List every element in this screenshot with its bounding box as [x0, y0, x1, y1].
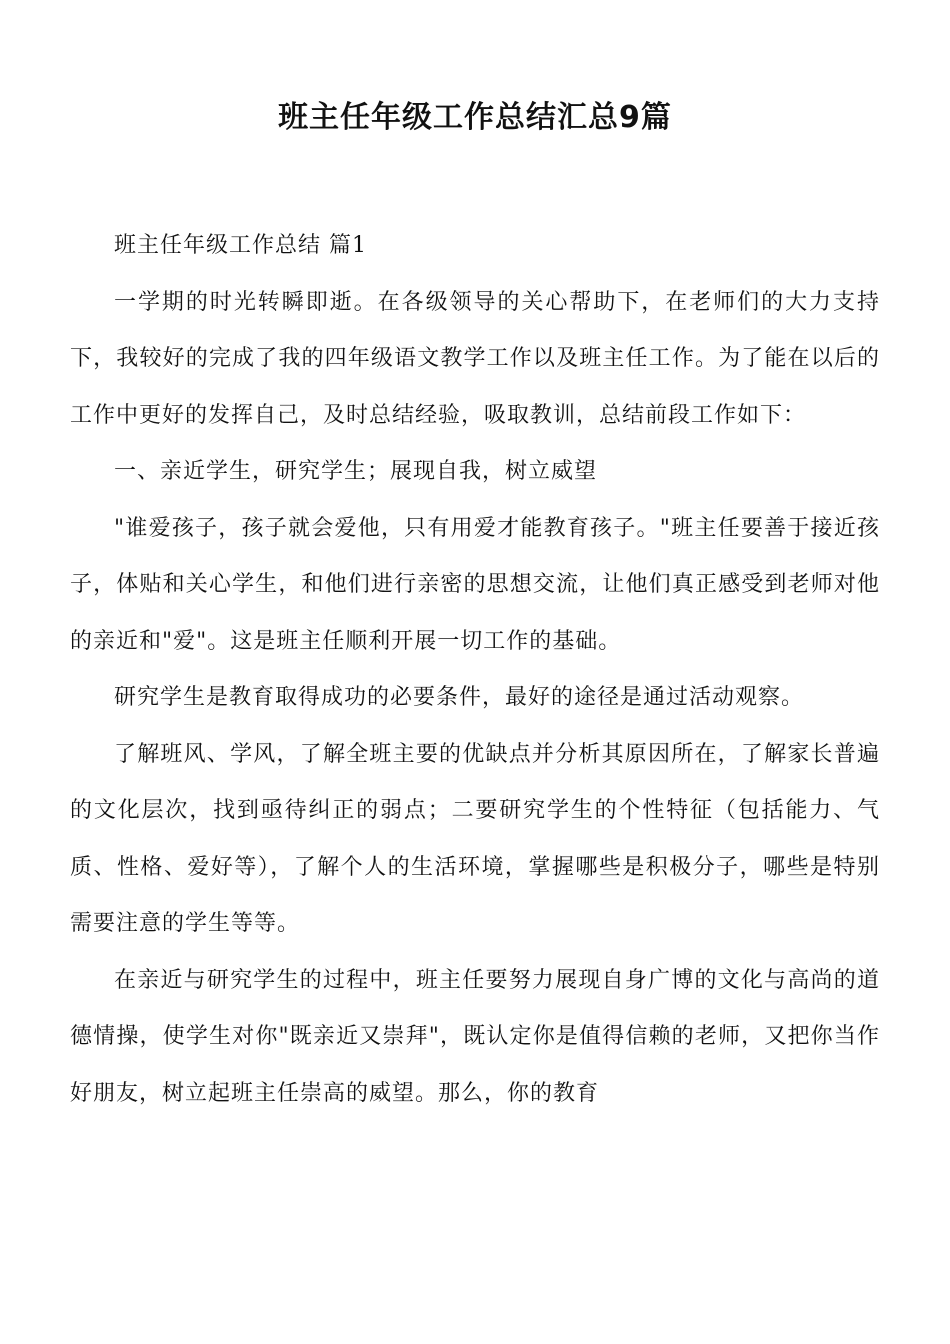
- subsection-heading: 一、亲近学生，研究学生；展现自我，树立威望: [114, 459, 598, 484]
- document-body: [70, 218, 880, 1122]
- paragraph: 了解班风、学风，了解全班主要的优缺点并分析其原因所在，了解家长普遍的文化层次，找到亟待纠正的弱点；二要研究学生的个性特征（包括能力、气质、性格、爱好等），了解个人的生活环境，掌握哪些是积极分子，哪些是特别需要注意的学生等等。: [70, 741, 880, 936]
- section-heading: 班主任年级工作总结 篇1: [114, 233, 367, 258]
- paragraph: 在亲近与研究学生的过程中，班主任要努力展现自身广博的文化与高尚的道德情操，使学生对你"既亲近又崇拜"，既认定你是值得信赖的老师，又把你当作好朋友，树立起班主任崇高的威望。那么，你的教育: [70, 967, 880, 1106]
- paragraph: 一学期的时光转瞬即逝。在各级领导的关心帮助下，在老师们的大力支持下，我较好的完成了我的四年级语文教学工作以及班主任工作。为了能在以后的工作中更好的发挥自己，及时总结经验，吸取教训，总结前段工作如下：: [70, 289, 880, 428]
- paragraph: 研究学生是教育取得成功的必要条件，最好的途径是通过活动观察。: [114, 685, 805, 710]
- paragraph: "谁爱孩子，孩子就会爱他，只有用爱才能教育孩子。"班主任要善于接近孩子，体贴和关心学生，和他们进行亲密的思想交流，让他们真正感受到老师对他的亲近和"爱"。这是班主任顺利开展一切工作的基础。: [70, 515, 880, 654]
- document-title: 班主任年级工作总结汇总9篇: [278, 100, 672, 135]
